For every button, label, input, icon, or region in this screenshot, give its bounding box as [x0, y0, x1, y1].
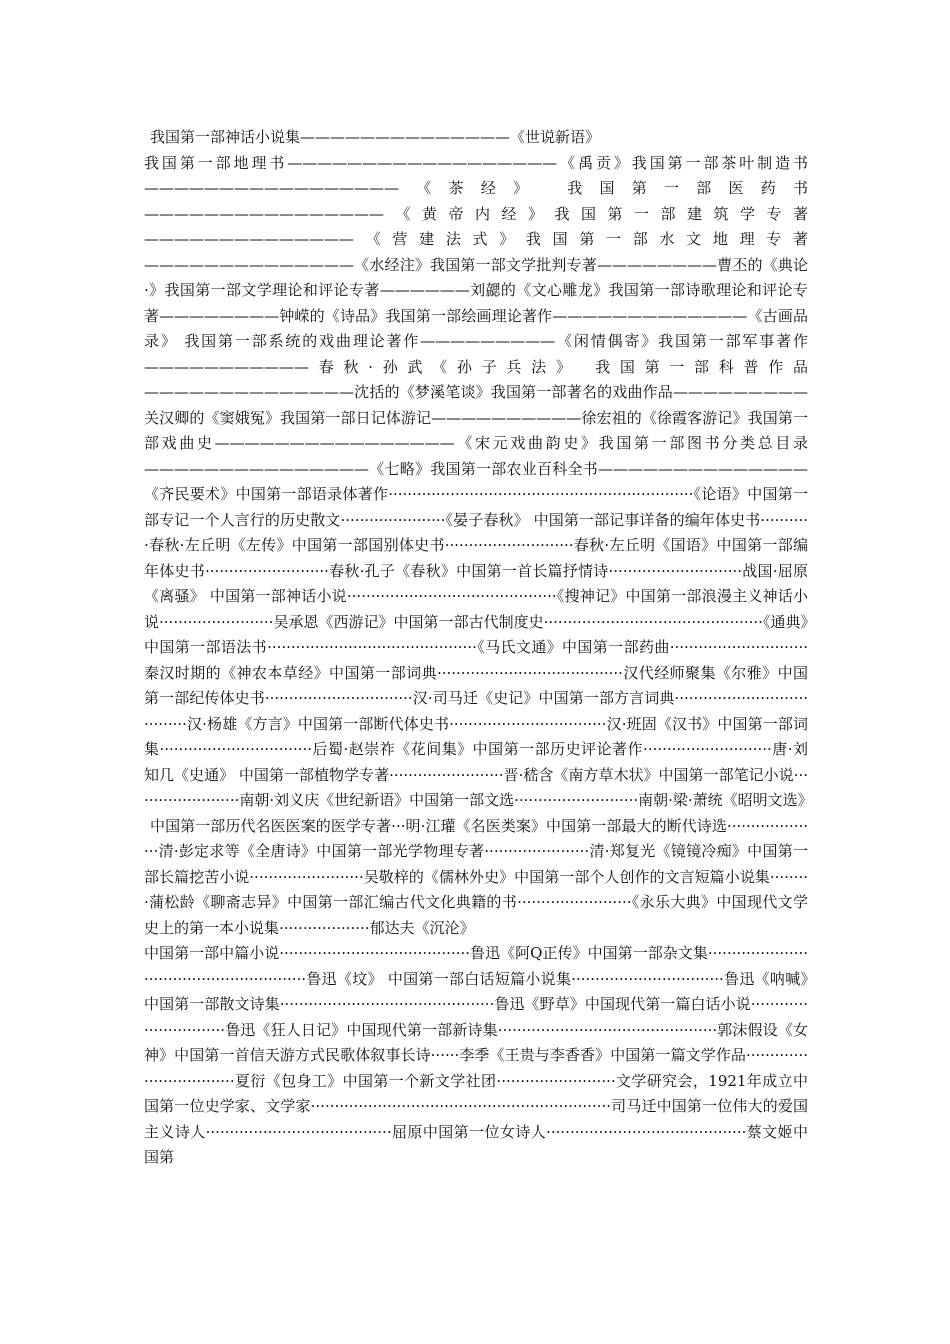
document-paragraph: 中国第一部历代名医医案的医学专著···明·江瓘《名医类案》中国第一部最大的断代诗选····················清·彭定求等《全唐诗》中国第一部光学物理专著······················清·郑复光《镜镜冷痴》中国第一部长篇挖苦小说························吴敬梓的《儒林外史》中国第一部个人创作的文言短篇小说集·········蒲松龄《聊斋志异》中国第一部汇编古代文化典籍的书························《永乐大典》中国现代文学史上的第一本小说集···················郁达夫《沉沦》: [144, 816, 808, 937]
document-paragraph: 中国第一部中篇小说········································鲁迅《阿Q正传》中国第一部杂文集·······················································鲁迅《坟》 中国第一部白话短篇小说集································鲁迅《呐喊》中国第一部散文诗集·············································鲁迅《野草》中国现代第一篇白话小说·····························鲁迅《狂人日记》中国现代第一部新诗集··············································郭沫假设《女神》中国第一首信天游方式民歌体叙事长诗······李季《王贵与李香香》中国第一篇文学作品································夏衍《包身工》中国第一个新文学社团·························文学研究会，1921年成立中国第一位史学家、文学家·······························································司马迁中国第一位伟大的爱国主义诗人·······································屈原中国第一位女诗人··········································蔡文姬中国第: [144, 944, 808, 1166]
document-paragraph: 我国第一部神话小说集——————————————《世说新语》: [150, 128, 601, 146]
document-paragraph: 我国第一部地理书——————————————————《禹贡》我国第一部茶叶制造书—————————————————《茶经》 我国第一部医药书————————————————《黄帝内经》我国第一部建筑学专著——————————————《营建法式》我国第一部水文地理专著——————————————《水经注》我国第一部文学批判专著————————曹丕的《典论·》我国第一部文学理论和评论专著——————刘勰的《文心雕龙》我国第一部诗歌理论和评论专著————————钟嵘的《诗品》我国第一部绘画理论著作—————————————《古画品录》 我国第一部系统的戏曲理论著作—————————《闲情偶寄》我国第一部军事著作———————————春秋·孙武《孙子兵法》 我国第一部科普作品——————————————沈括的《梦溪笔谈》我国第一部著名的戏曲作品—————————关汉卿的《窦娥冤》我国第一部日记体游记——————————徐宏祖的《徐霞客游记》我国第一部戏曲史————————————————《宋元戏曲韵史》我国第一部图书分类总目录———————————————《七略》我国第一部农业百科全书——————————————《齐民要术》中国第一部语录体著作································································《论语》中国第一部专记一个人言行的历史散文······················《晏子春秋》 中国第一部记事详备的编年体史书···········春秋·左丘明《左传》中国第一部国别体史书···························春秋·左丘明《国语》中国第一部编年体史书··························春秋·孔子《春秋》中国第一首长篇抒情诗····························战国·屈原《离骚》 中国第一部神话小说············································《搜神记》中国第一部浪漫主义神话小说························吴承恩《西游记》中国第一部古代制度史··············································《通典》中国第一部语法书············································《马氏文通》中国第一部药曲·····························秦汉时期的《神农本草经》中国第一部词典·······································汉代经师聚集《尔雅》中国第一部纪传体史书·······························汉·司马迁《史记》中国第一部方言词典·····································汉·杨雄《方言》中国第一部断代体史书·································汉·班固《汉书》中国第一部词集································后蜀·赵崇祚《花间集》中国第一部历史评论著作···························唐·刘知几《史通》 中国第一部植物学专著························晋·嵇含《南方草木状》中国第一部笔记小说·······················南朝·刘义庆《世纪新语》中国第一部文选··························南朝·梁·萧统《昭明文选》: [144, 153, 813, 809]
document-body: [144, 125, 813, 1171]
